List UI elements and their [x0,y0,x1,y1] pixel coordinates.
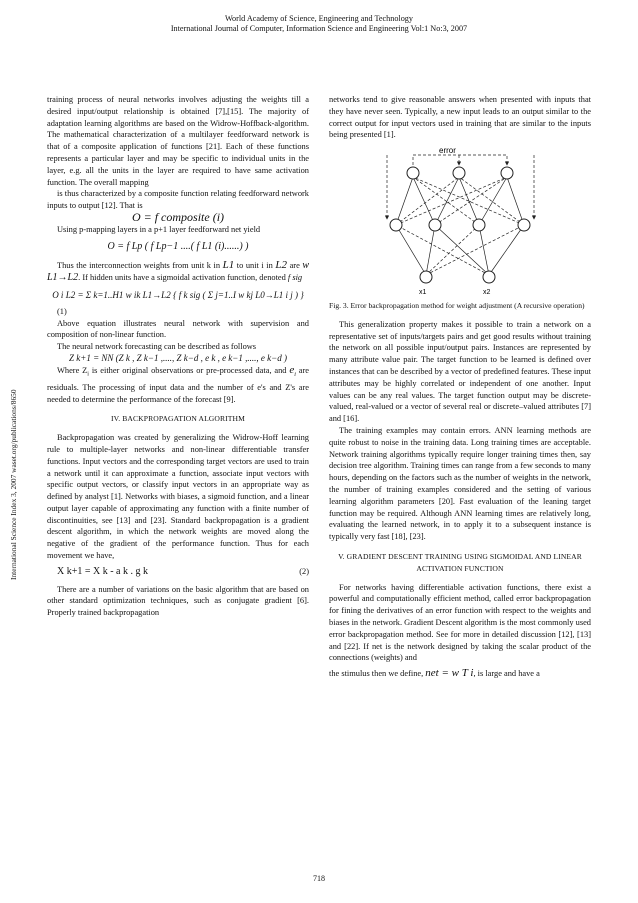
text-frag: are [289,261,300,271]
edge-line [396,177,507,225]
figure-label-x2: x2 [483,289,491,297]
equation-net: net = w T i [425,667,474,680]
right-paragraph-5 [329,668,591,680]
edge-line [435,177,459,225]
error-feedback-line [413,155,507,165]
edge-line [396,177,459,225]
symbol-weight: w L1→L2 [47,260,310,284]
equation-forecast: Z k+1 = NN (Z k , Z k−1 ,...., Z k−d , e k , e k−1 ,...., e k−d ) [69,352,287,363]
symbol-L1: L1 [222,259,235,272]
network-diagram [329,147,591,297]
edge-line [396,177,413,225]
right-paragraph-1: networks tend to give reasonable answers when presented with inputs that they have never seen. Typically, a new input leads to an output similar to the correct output for input vectors used in training that are similar to the inputs being presented [1]. [329,95,591,140]
side-publication-link[interactable]: International Science Index 3, 2007 waset.org/publications/8650 [9,389,18,580]
right-paragraph-2: This generalization property makes it possible to train a network on a representative set of inputs/targets pairs and get good results without training the network on all possible input/output pairs. Instances are represented by many attribute value pair. The target function to be learned is defined over instances that can be described by a vector of predefined features. These input attributes may be highly correlated or independent of one another. Input values can be any real values. The target function output may be discrete-valued, real-valued or a vector of several real or discrete–valued attributes [7] and [16]. [329,319,591,424]
edge-line [413,177,435,225]
text-frag: Thus the interconnection weights from unit k in [57,261,221,271]
hidden-node [518,219,530,231]
left-column [47,94,309,619]
section-heading-backprop: IV. BACKPROPAGATION ALGORITHM [111,414,245,424]
equation-2-number: (2) [299,566,309,576]
hidden-node [429,219,441,231]
running-header [0,14,638,34]
header-line-1: World Academy of Science, Engineering and Technology [224,14,413,23]
right-column [329,94,591,680]
figure-3 [329,147,591,297]
equation-1-number: (1) [57,306,67,316]
text-frag: Where Z [57,365,88,375]
output-node [501,167,513,179]
equation-1: O i L2 = Σ k=1..H1 w ik L1→L2 { f k sig ( Σ j=1..I w kj L0→L1 i j ) } [52,289,304,300]
edge-line [413,177,524,225]
edge-line [396,225,426,275]
right-paragraph-4: For networks having differentiable activation functions, there exist a powerful and computationally efficient method, called error backpropagation for fining the derivatives of an error function with respect to the weights and biases in the network. Gradient Descent algorithm is the most commonly used error backpropagation method. See for more in detailed discussion [12], [13] and [22]. If net is the network designed by taking the scalar product of the connections (weights) and [329,582,591,663]
left-paragraph-6: The neural network forecasting can be described as follows [57,342,257,352]
text-frag: , is large and have a [473,669,540,679]
edge-line [479,177,507,225]
left-paragraph-3: Using p-mapping layers in a p+1 layer feedforward net yield [57,224,261,234]
left-paragraph-1: training process of neural networks involves adjusting the weights till a desired input/output relationship is obtained [7],[15]. The majority of adaptation learning algorithms are based on the Widrow-Hoffback-algorithm. The mathematical characterization of a multilayer feedforward network is that of a composite application of functions [21]. Each of these functions represents a particular layer and may be specific to individual units in the layer, e.g. all the units in the layer are required to have same activation function. The overall mapping [47,95,309,187]
figure-caption: Fig. 3. Error backpropagation method for weight adjustment (A recursive operation) [329,301,585,311]
figure-label-error: error [439,147,456,156]
left-paragraph-8: Backpropagation was created by generalizing the Widrow-Hoff learning rule to multiple-layer networks and non-linear differentiable transfer functions. Input vectors and the corresponding target vectors are used to train a network until it can approximate a function, associate input vectors with specific output vectors, or classify input vectors in an appropriate way as defined by analyst [1]. Networks with biases, a sigmoid function, and a linear output layer capable of approximating any function with a finite number of discontinuities, see [13] and [23]. Standard backpropagation is a gradient descent algorithm, in which the network weights are moved along the negative of the gradient of the performance function. Thus for each movement we have, [47,433,309,561]
hidden-node [390,219,402,231]
equation-2-row [47,566,309,578]
left-paragraph-5: Above equation illustrates neural network with supervision and composition of non-linear function. [47,318,309,340]
text-frag: the stimulus then we define, [329,669,424,679]
section-heading-gradient: V. GRADIENT DESCENT TRAINING USING SIGMOIDAL AND LINEAR ACTIVATION FUNCTION [338,551,582,573]
header-line-2: International Journal of Computer, Information Science and Engineering Vol:1 No:3, 2007 [170,24,468,33]
equation-2: X k+1 = X k - a k . g k [57,565,148,577]
input-node [483,271,495,283]
equation-composite: O = f composite (i) [131,209,225,224]
output-node [453,167,465,179]
right-paragraph-3: The training examples may contain errors. ANN learning methods are quite robust to noise in the training data. Long training times are acceptable. Network training algorithms typically require longer training times then, say decision tree algorithm. Training times can range from a few seconds to many hours, depending on the factors such as the number of weights in the network, the number of training examples considered and the setting of various learning algorithm parameters [20]. Fast evaluation of the leaning target function may be required. Although ANN learning times are relatively long, evaluating the learned network, in to apply it to a subsequent instance is typically very fast [18], [23]. [329,425,591,542]
left-paragraph-2: is thus characterized by a composite function relating feedforward network inputs to output [12]. That is [47,189,309,211]
input-node [420,271,432,283]
page-number: 718 [313,874,325,883]
left-paragraph-7: Where $Z_i$ is either original observations or pre-processed data, and $e_i$ are residuals. The processing of input data and the number of e's and Z's are needed to determine the performance of the forecast [9]. [47,363,309,404]
output-node [407,167,419,179]
text-frag: are residuals. The processing of input data and the number of e's and Z's are needed to determine the performance of the forecast [9]. [47,365,309,404]
edge-line [489,225,524,275]
symbol-L2: L2 [275,259,287,272]
symbol-fsig: f sig [287,273,303,283]
equation-p-mapping: O = f Lp ( f Lp−1 ....( f L1 (i)......) ) [107,240,249,252]
text-frag: is either original observations or pre-processed data, and [91,365,287,375]
text-frag: to unit i in [236,261,273,271]
left-paragraph-9: There are a number of variations on the basic algorithm that are based on other standard optimization techniques, such as conjugate gradient [6]. Properly trained backpropagation [47,584,309,618]
left-paragraph-4 [47,260,309,284]
figure-label-x1: x1 [419,289,427,297]
hidden-node [473,219,485,231]
text-frag: . If hidden units have a sigmoidal activation function, denoted [78,273,286,283]
edge-line [507,177,524,225]
